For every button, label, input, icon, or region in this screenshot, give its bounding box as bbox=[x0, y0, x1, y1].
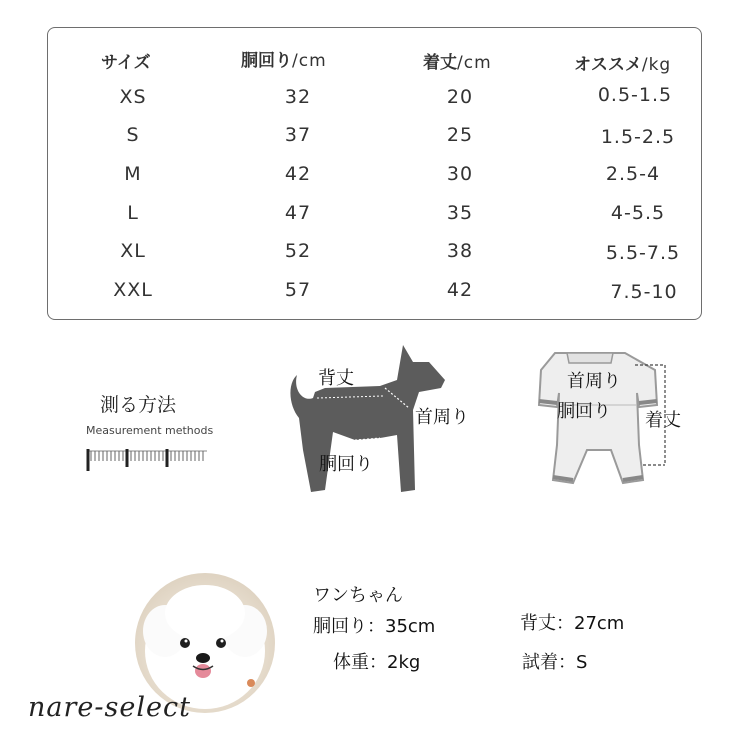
row-chest: 42 bbox=[284, 163, 312, 185]
model-name: ワンちゃん bbox=[313, 585, 403, 606]
row-chest: 47 bbox=[284, 202, 312, 224]
row-size: M bbox=[124, 163, 142, 185]
row-size: XXL bbox=[113, 279, 153, 301]
garment-measure-illustration bbox=[515, 345, 700, 495]
dog-label-neck: 首周り bbox=[415, 407, 469, 428]
header-length bbox=[423, 48, 492, 73]
header-recommend-label: オススメ bbox=[574, 55, 642, 75]
row-chest: 57 bbox=[284, 279, 312, 301]
header-chest-label: 胴回り bbox=[241, 51, 292, 71]
header-length-label: 着丈 bbox=[423, 53, 457, 73]
row-chest: 37 bbox=[284, 124, 312, 146]
row-size: XL bbox=[120, 240, 146, 262]
garment-label-length: 着丈 bbox=[645, 410, 681, 431]
row-size: L bbox=[127, 202, 139, 224]
row-size: XS bbox=[119, 86, 147, 108]
row-weight: 4-5.5 bbox=[610, 202, 666, 224]
model-back: 背丈：27cm bbox=[520, 613, 625, 634]
measure-title: 測る方法 bbox=[100, 394, 177, 416]
garment-label-neck: 首周り bbox=[567, 371, 621, 392]
row-weight: 7.5-10 bbox=[610, 281, 678, 303]
row-weight: 1.5-2.5 bbox=[600, 126, 676, 148]
dog-label-chest: 胴回り bbox=[319, 454, 373, 475]
header-chest-unit: /cm bbox=[292, 51, 327, 71]
header-size: サイズ bbox=[101, 53, 151, 73]
row-size: S bbox=[126, 124, 140, 146]
model-tried: 試着：S bbox=[522, 652, 588, 673]
dog-measure-illustration bbox=[285, 340, 485, 500]
header-recommend-unit: /kg bbox=[641, 55, 672, 75]
model-chest: 胴回り：35cm bbox=[313, 616, 436, 637]
garment-label-chest: 胴回り bbox=[557, 401, 611, 422]
header-length-unit: /cm bbox=[457, 53, 492, 73]
size-table bbox=[47, 27, 702, 320]
dog-label-back: 背丈 bbox=[318, 368, 354, 389]
header-recommend bbox=[574, 50, 671, 75]
row-weight: 2.5-4 bbox=[605, 163, 661, 185]
row-length: 30 bbox=[446, 163, 474, 185]
row-weight: 0.5-1.5 bbox=[597, 84, 673, 106]
row-length: 25 bbox=[446, 124, 474, 146]
row-chest: 32 bbox=[284, 86, 312, 108]
row-weight: 5.5-7.5 bbox=[605, 242, 681, 264]
watermark: nare-select bbox=[28, 692, 191, 723]
row-length: 20 bbox=[446, 86, 474, 108]
row-length: 42 bbox=[446, 279, 474, 301]
row-chest: 52 bbox=[284, 240, 312, 262]
ruler-icon bbox=[85, 445, 210, 473]
row-length: 35 bbox=[446, 202, 474, 224]
model-weight: 体重：2kg bbox=[333, 652, 421, 673]
header-chest bbox=[241, 46, 327, 71]
measure-subtitle: Measurement methods bbox=[86, 424, 214, 437]
row-length: 38 bbox=[446, 240, 474, 262]
